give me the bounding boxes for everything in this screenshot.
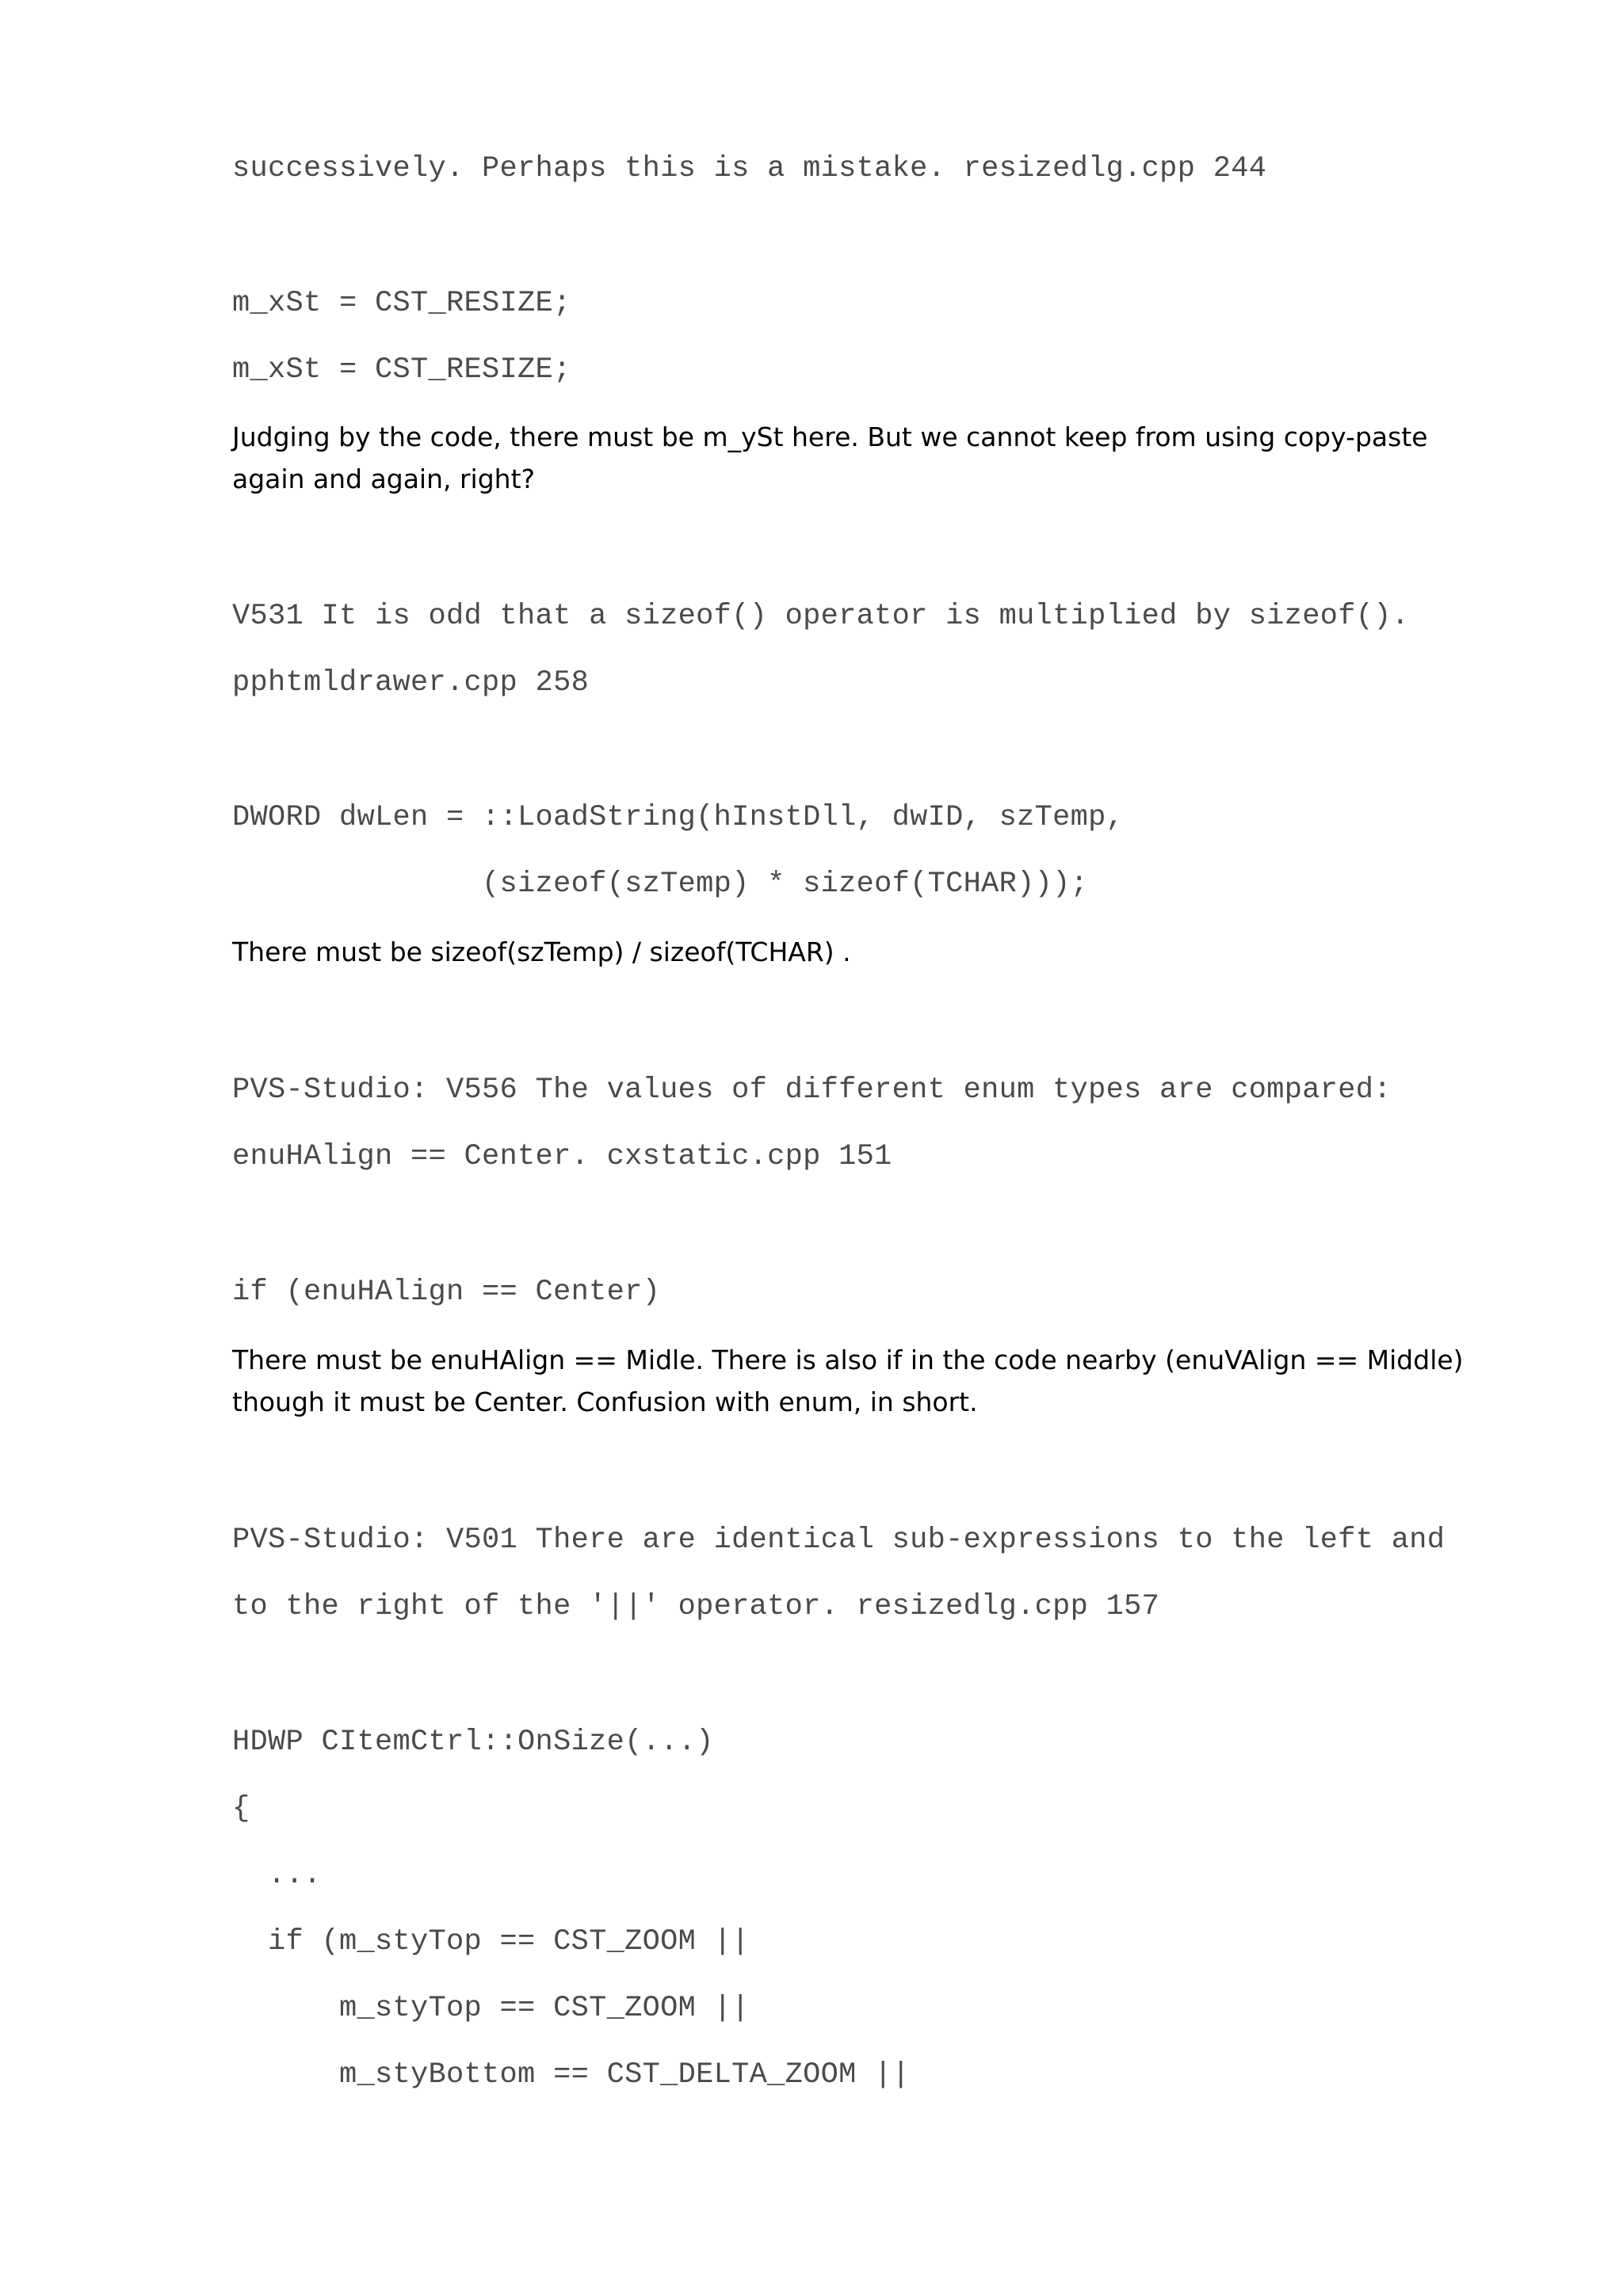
warning-text-line: successively. Perhaps this is a mistake. resizedlg.cpp 244: [232, 152, 1267, 185]
warning-text-line: PVS-Studio: V556 The values of different enum types are compared:: [232, 1074, 1392, 1107]
warning-text-line: pphtmldrawer.cpp 258: [232, 666, 590, 700]
warning-text-line: V531 It is odd that a sizeof() operator is multiplied by sizeof().: [232, 600, 1410, 633]
code-line: HDWP CItemCtrl::OnSize(...): [232, 1726, 714, 1759]
code-line: (sizeof(szTemp) * sizeof(TCHAR)));: [232, 868, 1089, 901]
code-line: m_styTop == CST_ZOOM ||: [232, 1992, 750, 2025]
warning-text-line: enuHAlign == Center. cxstatic.cpp 151: [232, 1140, 892, 1173]
code-line: DWORD dwLen = ::LoadString(hInstDll, dwID, szTemp,: [232, 801, 1125, 834]
paragraph: There must be sizeof(szTemp) / sizeof(TCHAR) .: [232, 936, 851, 967]
warning-text-line: PVS-Studio: V501 There are identical sub-expressions to the left and: [232, 1524, 1445, 1557]
paragraph: There must be enuHAlign == Midle. There is also if in the code nearby (enuVAlign == Middle) though it must be Center. Confusion with enum, in short.: [232, 1344, 1464, 1417]
code-line: m_xSt = CST_RESIZE;: [232, 353, 571, 387]
code-line: if (m_styTop == CST_ZOOM ||: [232, 1925, 750, 1958]
code-line: if (enuHAlign == Center): [232, 1276, 661, 1309]
paragraph: Judging by the code, there must be m_ySt here. But we cannot keep from using copy-paste again and again, right?: [232, 421, 1428, 494]
code-line: ...: [232, 1859, 322, 1892]
warning-text-line: to the right of the '||' operator. resizedlg.cpp 157: [232, 1590, 1160, 1623]
code-line: m_styBottom == CST_DELTA_ZOOM ||: [232, 2058, 911, 2092]
code-line: {: [232, 1792, 250, 1825]
code-line: m_xSt = CST_RESIZE;: [232, 287, 571, 320]
